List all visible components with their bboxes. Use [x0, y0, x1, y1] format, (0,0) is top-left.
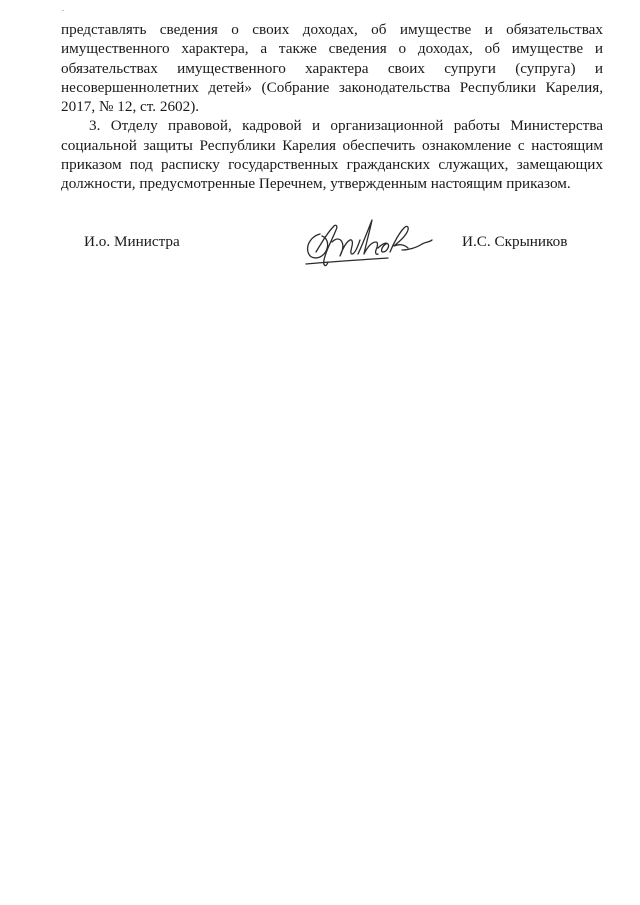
- paragraph-line: 3. Отделу правовой, кадровой и организационной работы Министерства: [89, 117, 603, 135]
- handwritten-signature: [298, 212, 438, 274]
- paragraph-line: представлять сведения о своих доходах, об имуществе и обязательствах: [61, 21, 603, 38]
- paragraph-line: несовершеннолетних детей» (Собрание законодательства Республики Карелия,: [61, 78, 603, 96]
- paragraph-line: социальной защиты Республики Карелия обеспечить ознакомление с настоящим: [61, 136, 603, 154]
- scan-speck: [62, 10, 64, 11]
- item-3-paragraph: [61, 116, 603, 193]
- signer-name: И.С. Скрыников: [462, 233, 568, 250]
- signature-block: [0, 228, 640, 278]
- paragraph-line: приказом под расписку государственных гражданских служащих, замещающих: [61, 156, 603, 174]
- paragraph-line: 2017, № 12, ст. 2602).: [61, 98, 200, 116]
- continued-paragraph: [61, 20, 603, 116]
- paragraph-line: должности, предусмотренные Перечнем, утвержденным настоящим приказом.: [61, 175, 571, 193]
- paragraph-line: обязательствах имущественного характера своих супруги (супруга) и: [61, 59, 603, 77]
- document-body: [61, 20, 603, 194]
- position-title: И.о. Министра: [84, 233, 180, 250]
- paragraph-line: имущественного характера, а также сведения о доходах, об имуществе и: [61, 40, 603, 58]
